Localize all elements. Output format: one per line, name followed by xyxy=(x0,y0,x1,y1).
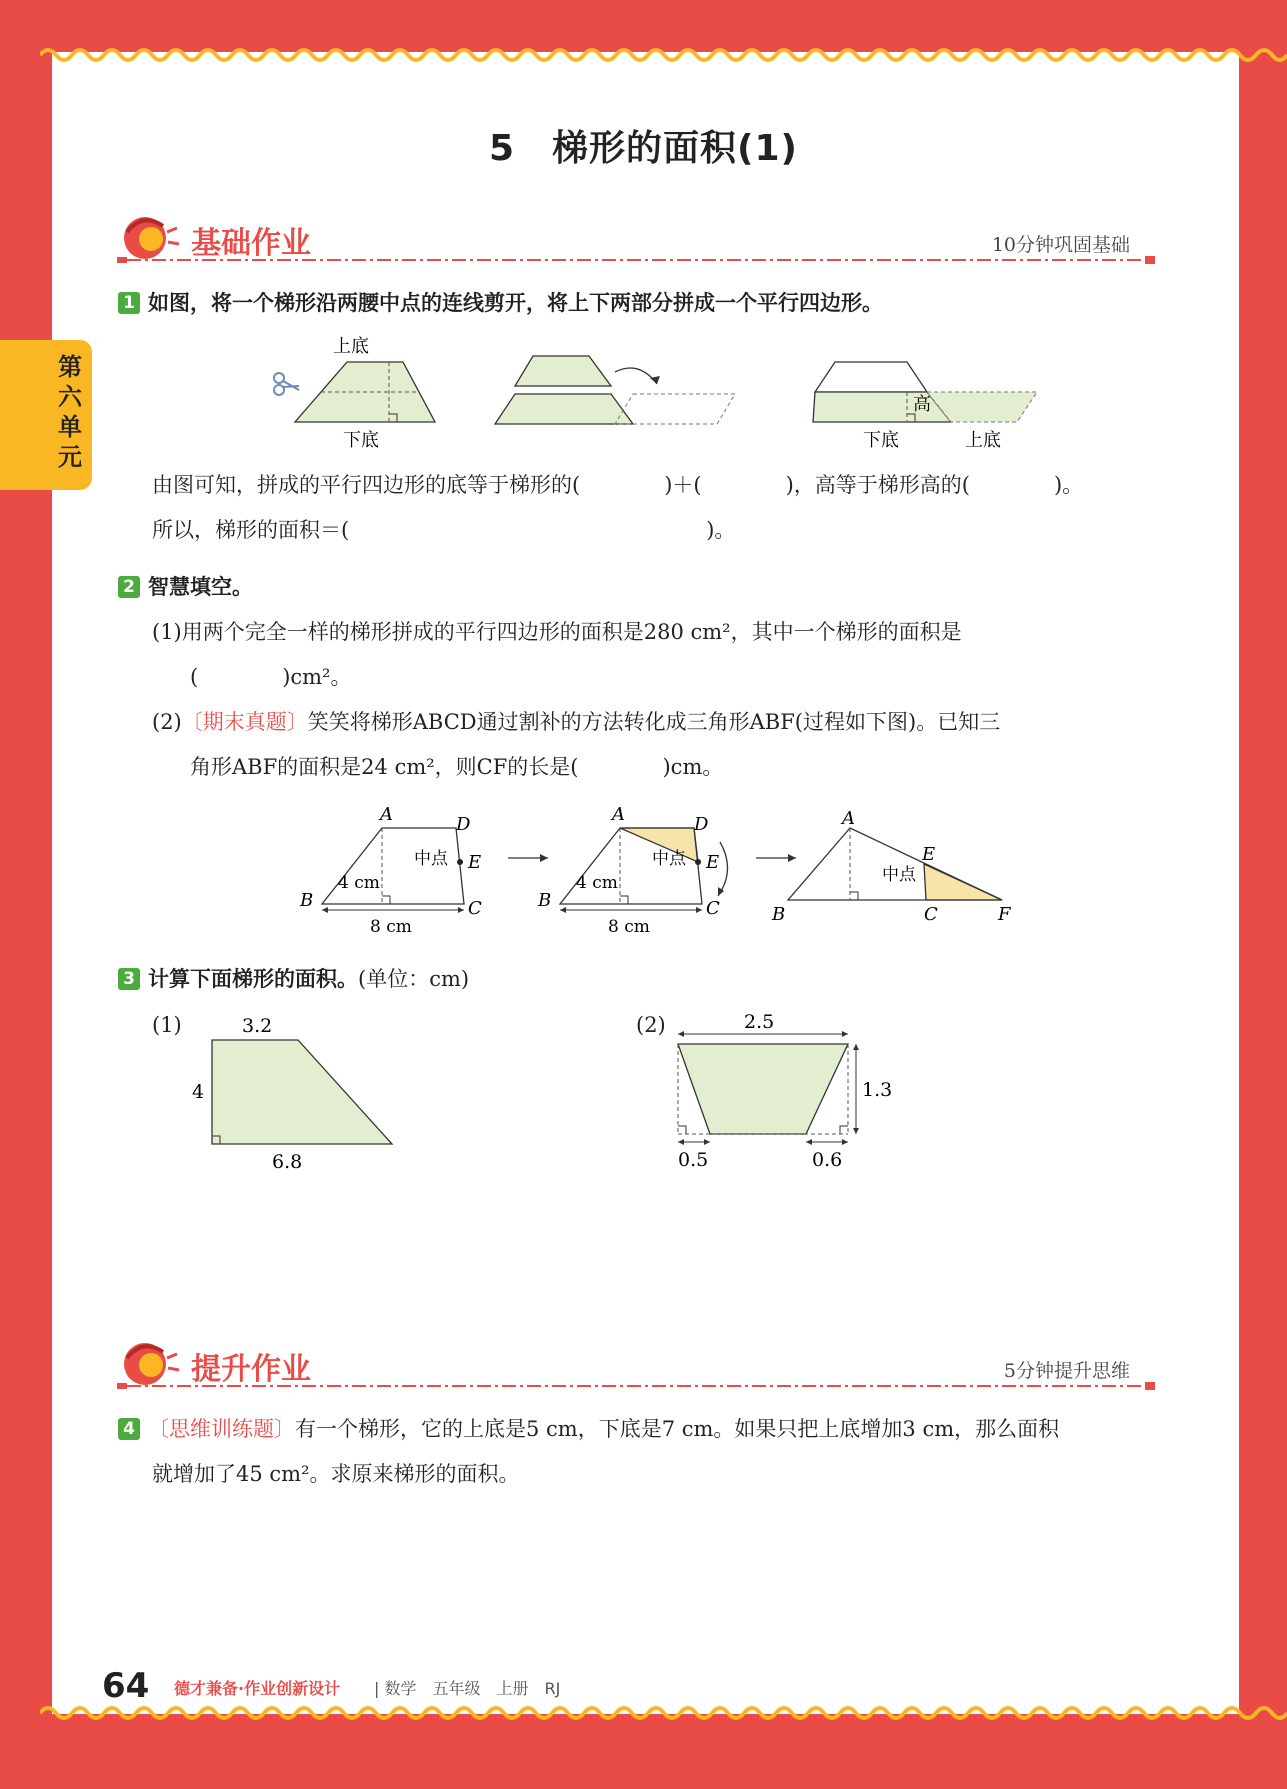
fig2-height-label: 4 cm xyxy=(576,873,618,893)
fig3-c-label: C xyxy=(924,904,938,925)
fig2-a-label: A xyxy=(612,804,625,825)
fig2-base-label: 8 cm xyxy=(608,917,650,937)
fig-mid-label: 中点 xyxy=(414,849,448,869)
q3-text: 计算下面梯形的面积。 xyxy=(148,967,358,991)
section-divider xyxy=(115,1382,1160,1390)
scissors-icon xyxy=(274,373,299,395)
section-header-basic xyxy=(115,210,1160,270)
fig2-c-label: C xyxy=(706,898,720,919)
footer-info: | 数学 五年级 上册 RJ xyxy=(374,1679,561,1698)
fig2-mid-label: 中点 xyxy=(652,849,686,869)
q4-number: 4 xyxy=(118,1418,140,1440)
q3-prompt xyxy=(118,966,469,992)
q2-p2-prefix: (2) xyxy=(152,710,182,734)
fig3-height-label: 高 xyxy=(913,394,931,415)
fig3-e-label: E xyxy=(922,844,936,865)
fig-e-label: E xyxy=(468,852,482,873)
page-number: 64 xyxy=(102,1666,150,1706)
fig-c-label: C xyxy=(468,898,482,919)
fig-base-label: 8 cm xyxy=(370,917,412,937)
q1-number: 1 xyxy=(118,292,140,314)
fig-height-label: 4 cm xyxy=(338,873,380,893)
q3-p1-top-label: 3.2 xyxy=(242,1015,273,1037)
q2-text: 智慧填空。 xyxy=(148,575,253,599)
q1-figure xyxy=(265,330,1045,460)
unit-tab-label: 第六单元 xyxy=(58,353,82,471)
q3-p2-top-label: 2.5 xyxy=(744,1011,775,1033)
q4-tag: 〔思维训练题〕 xyxy=(148,1417,295,1441)
q2-number: 2 xyxy=(118,576,140,598)
section-note: 10分钟巩固基础 xyxy=(991,234,1130,256)
q1-prompt xyxy=(118,290,883,316)
q4-line2: 就增加了45 cm²。求原来梯形的面积。 xyxy=(152,1462,520,1486)
q2-p2-text: 笑笑将梯形ABCD通过割补的方法转化成三角形ABF(过程如下图)。已知三 xyxy=(307,710,1001,734)
q3-number: 3 xyxy=(118,968,140,990)
fig3-bottom-label: 下底 xyxy=(863,430,899,451)
q4-line1 xyxy=(118,1416,1059,1442)
q2-figure xyxy=(290,800,1030,940)
q1-line1: 由图可知，拼成的平行四边形的底等于梯形的( )＋( )，高等于梯形高的( )。 xyxy=(152,473,1084,497)
section-header-advanced xyxy=(115,1336,1160,1396)
q3-p2-height-label: 1.3 xyxy=(862,1079,893,1101)
fig3-mid-label: 中点 xyxy=(882,865,916,885)
fig3-f-label: F xyxy=(998,904,1011,925)
q2-p2-line1 xyxy=(152,709,1000,735)
fig2-d-label: D xyxy=(694,814,709,835)
section-divider xyxy=(115,256,1160,264)
fig3-a-label: A xyxy=(842,808,855,829)
section-note: 5分钟提升思维 xyxy=(1003,1360,1130,1382)
fig3-b-label: B xyxy=(772,904,786,925)
q3-p2-right-label: 0.6 xyxy=(812,1149,843,1171)
fig2-e-label: E xyxy=(706,852,720,873)
footer-brand: 德才兼备·作业创新设计 xyxy=(174,1679,341,1698)
q3-unit: (单位：cm) xyxy=(358,967,470,991)
fig2-b-label: B xyxy=(538,890,552,911)
q3-p2-left-label: 0.5 xyxy=(678,1149,709,1171)
q3-p1-bottom-label: 6.8 xyxy=(272,1151,303,1173)
fig-d-label: D xyxy=(456,814,471,835)
q2-p1-line2: ( )cm²。 xyxy=(190,665,352,689)
q1-line2: 所以，梯形的面积＝( )。 xyxy=(152,518,736,542)
page-title: 5 梯形的面积(1) xyxy=(488,128,798,169)
q3-p2-figure xyxy=(664,1008,904,1178)
q1-text: 如图，将一个梯形沿两腰中点的连线剪开，将上下两部分拼成一个平行四边形。 xyxy=(148,291,883,315)
q3-p1-height-label: 4 xyxy=(192,1081,205,1103)
fig1-top-label: 上底 xyxy=(333,336,369,357)
q3-p1-figure xyxy=(188,1008,408,1178)
q3-p2-label: (2) xyxy=(636,1013,666,1037)
q2-p2-line2: 角形ABF的面积是24 cm²，则CF的长是( )cm。 xyxy=(190,755,724,779)
section-title: 基础作业 xyxy=(191,226,311,261)
fig-a-label: A xyxy=(380,804,393,825)
fig1-bottom-label: 下底 xyxy=(343,430,379,451)
wave-border-top xyxy=(40,42,1287,68)
section-title: 提升作业 xyxy=(191,1352,311,1387)
q2-p1-line1: (1)用两个完全一样的梯形拼成的平行四边形的面积是280 cm²，其中一个梯形的面积是 xyxy=(152,620,962,644)
fig-b-label: B xyxy=(300,890,314,911)
wave-border-bottom xyxy=(40,1700,1287,1726)
q2-prompt xyxy=(118,574,253,600)
q2-p2-tag: 〔期末真题〕 xyxy=(181,710,308,734)
q3-p1-label: (1) xyxy=(152,1013,182,1037)
fig3-top-label: 上底 xyxy=(965,430,1001,451)
q4-text1: 有一个梯形，它的上底是5 cm，下底是7 cm。如果只把上底增加3 cm，那么面积 xyxy=(295,1417,1060,1441)
